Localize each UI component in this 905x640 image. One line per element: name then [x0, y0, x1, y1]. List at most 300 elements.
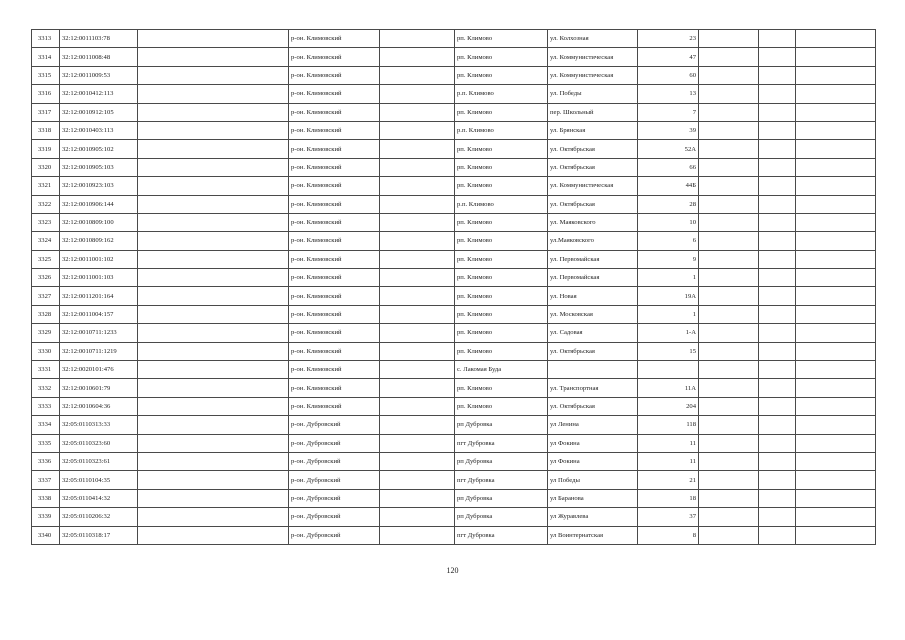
table-row: [32, 397, 876, 415]
cell-house-number: 66: [638, 158, 699, 176]
cell-settlement: рп. Климово: [455, 342, 548, 360]
cell-empty-col-10: [759, 379, 796, 397]
cell-cadastral-number: 32:12:0011001:102: [60, 250, 138, 268]
cell-empty-col-9: [699, 452, 759, 470]
cell-empty-col-10: [759, 287, 796, 305]
cell-row-number: 3338: [32, 489, 60, 507]
table-row: [32, 434, 876, 452]
cell-settlement: пгт Дубровка: [455, 471, 548, 489]
cell-house-number: 118: [638, 416, 699, 434]
cell-empty-col-10: [759, 121, 796, 139]
cell-street: ул. Октябрьская: [548, 397, 638, 415]
cell-cadastral-number: 32:05:0110414:32: [60, 489, 138, 507]
cell-empty-col-11: [796, 508, 876, 526]
cell-empty-col-10: [759, 452, 796, 470]
cell-cadastral-number: 32:05:0110323:61: [60, 452, 138, 470]
table-row: [32, 177, 876, 195]
cell-settlement: рп. Климово: [455, 213, 548, 231]
cell-empty-col-9: [699, 287, 759, 305]
cell-district: р-он. Климовский: [289, 379, 380, 397]
cell-cadastral-number: 32:05:0110318:17: [60, 526, 138, 544]
cell-street: ул. Первомайская: [548, 269, 638, 287]
cell-settlement: рп. Климово: [455, 158, 548, 176]
cell-empty-col-11: [796, 66, 876, 84]
cell-empty-col-3: [138, 471, 289, 489]
table-row: [32, 324, 876, 342]
cell-settlement: рп Дубровка: [455, 489, 548, 507]
cell-empty-col-3: [138, 48, 289, 66]
cell-empty-col-5: [380, 66, 455, 84]
cell-empty-col-3: [138, 452, 289, 470]
cell-empty-col-3: [138, 232, 289, 250]
cell-district: р-он. Климовский: [289, 85, 380, 103]
cell-cadastral-number: 32:05:0110323:60: [60, 434, 138, 452]
cell-empty-col-3: [138, 158, 289, 176]
cell-empty-col-5: [380, 250, 455, 268]
cell-empty-col-9: [699, 342, 759, 360]
cell-empty-col-5: [380, 158, 455, 176]
cell-house-number: 204: [638, 397, 699, 415]
cell-empty-col-5: [380, 324, 455, 342]
cell-settlement: рп. Климово: [455, 232, 548, 250]
cell-house-number: 11: [638, 434, 699, 452]
cell-street: ул. Коммунистическая: [548, 48, 638, 66]
cell-house-number: [638, 361, 699, 379]
cell-settlement: с. Лакомая Буда: [455, 361, 548, 379]
cell-cadastral-number: 32:12:0011103:78: [60, 30, 138, 48]
cell-district: р-он. Климовский: [289, 342, 380, 360]
cell-cadastral-number: 32:12:0010809:100: [60, 213, 138, 231]
cell-house-number: 19А: [638, 287, 699, 305]
cell-empty-col-3: [138, 342, 289, 360]
table-row: [32, 85, 876, 103]
cell-cadastral-number: 32:12:0011008:48: [60, 48, 138, 66]
cell-street: ул. Октябрьская: [548, 158, 638, 176]
cell-empty-col-3: [138, 416, 289, 434]
cell-empty-col-5: [380, 508, 455, 526]
cell-empty-col-9: [699, 361, 759, 379]
cell-empty-col-3: [138, 66, 289, 84]
cell-empty-col-3: [138, 434, 289, 452]
cell-settlement: р.п. Климово: [455, 121, 548, 139]
cell-empty-col-3: [138, 269, 289, 287]
cell-empty-col-3: [138, 103, 289, 121]
table-row: [32, 195, 876, 213]
cell-street: ул Баранова: [548, 489, 638, 507]
cell-empty-col-11: [796, 48, 876, 66]
cell-empty-col-9: [699, 195, 759, 213]
cell-empty-col-3: [138, 140, 289, 158]
cell-empty-col-11: [796, 452, 876, 470]
cell-street: ул. Брянская: [548, 121, 638, 139]
cell-settlement: рп. Климово: [455, 250, 548, 268]
cell-street: ул. Коммунистическая: [548, 66, 638, 84]
cell-cadastral-number: 32:12:0010711:1233: [60, 324, 138, 342]
cell-empty-col-10: [759, 158, 796, 176]
cell-settlement: рп. Климово: [455, 140, 548, 158]
cell-cadastral-number: 32:12:0011001:103: [60, 269, 138, 287]
cell-empty-col-10: [759, 66, 796, 84]
table-row: [32, 342, 876, 360]
cell-house-number: 18: [638, 489, 699, 507]
cell-district: р-он. Климовский: [289, 397, 380, 415]
cell-row-number: 3319: [32, 140, 60, 158]
cell-cadastral-number: 32:12:0011009:53: [60, 66, 138, 84]
cell-row-number: 3323: [32, 213, 60, 231]
cell-district: р-он. Климовский: [289, 30, 380, 48]
cell-row-number: 3318: [32, 121, 60, 139]
cell-row-number: 3330: [32, 342, 60, 360]
cell-empty-col-10: [759, 434, 796, 452]
cell-cadastral-number: 32:12:0011201:164: [60, 287, 138, 305]
cell-cadastral-number: 32:12:0011004:157: [60, 305, 138, 323]
cell-empty-col-5: [380, 269, 455, 287]
cell-empty-col-10: [759, 85, 796, 103]
cell-district: р-он. Дубровский: [289, 489, 380, 507]
cell-empty-col-5: [380, 30, 455, 48]
cell-empty-col-5: [380, 342, 455, 360]
cell-empty-col-3: [138, 526, 289, 544]
cell-empty-col-9: [699, 305, 759, 323]
cell-empty-col-5: [380, 103, 455, 121]
cell-cadastral-number: 32:05:0110104:35: [60, 471, 138, 489]
table-row: [32, 452, 876, 470]
cell-empty-col-3: [138, 324, 289, 342]
cell-empty-col-11: [796, 489, 876, 507]
cell-cadastral-number: 32:12:0010711:1219: [60, 342, 138, 360]
registry-table-body: [32, 30, 876, 545]
table-row: [32, 361, 876, 379]
cell-settlement: рп. Климово: [455, 177, 548, 195]
cell-cadastral-number: 32:12:0020101:476: [60, 361, 138, 379]
cell-cadastral-number: 32:12:0010604:36: [60, 397, 138, 415]
cell-empty-col-10: [759, 195, 796, 213]
cell-house-number: 13: [638, 85, 699, 103]
cell-settlement: рп Дубровка: [455, 508, 548, 526]
cell-empty-col-10: [759, 30, 796, 48]
cell-empty-col-9: [699, 103, 759, 121]
cell-house-number: 15: [638, 342, 699, 360]
table-row: [32, 30, 876, 48]
cell-empty-col-11: [796, 342, 876, 360]
cell-empty-col-5: [380, 195, 455, 213]
cell-settlement: р.п. Климово: [455, 85, 548, 103]
cell-district: р-он. Климовский: [289, 158, 380, 176]
cell-district: р-он. Климовский: [289, 361, 380, 379]
cell-empty-col-5: [380, 140, 455, 158]
cell-empty-col-3: [138, 489, 289, 507]
cell-empty-col-11: [796, 158, 876, 176]
table-row: [32, 526, 876, 544]
cell-row-number: 3314: [32, 48, 60, 66]
cell-house-number: 1: [638, 305, 699, 323]
cell-empty-col-3: [138, 85, 289, 103]
cell-empty-col-5: [380, 121, 455, 139]
cell-street: ул. Московская: [548, 305, 638, 323]
cell-empty-col-11: [796, 526, 876, 544]
cell-house-number: 1-А: [638, 324, 699, 342]
page-number: 120: [446, 566, 459, 575]
cell-empty-col-11: [796, 232, 876, 250]
cell-empty-col-9: [699, 434, 759, 452]
cell-empty-col-3: [138, 361, 289, 379]
cell-empty-col-5: [380, 452, 455, 470]
cell-row-number: 3339: [32, 508, 60, 526]
cell-empty-col-11: [796, 177, 876, 195]
cell-house-number: 7: [638, 103, 699, 121]
cell-street: ул Фокина: [548, 452, 638, 470]
cell-row-number: 3320: [32, 158, 60, 176]
table-row: [32, 287, 876, 305]
cell-empty-col-9: [699, 416, 759, 434]
cell-empty-col-3: [138, 195, 289, 213]
registry-table: [31, 29, 876, 545]
table-row: [32, 416, 876, 434]
cell-empty-col-3: [138, 397, 289, 415]
cell-house-number: 28: [638, 195, 699, 213]
cell-empty-col-11: [796, 103, 876, 121]
cell-row-number: 3331: [32, 361, 60, 379]
cell-empty-col-10: [759, 361, 796, 379]
cell-settlement: рп. Климово: [455, 269, 548, 287]
cell-house-number: 39: [638, 121, 699, 139]
cell-empty-col-5: [380, 213, 455, 231]
cell-empty-col-5: [380, 232, 455, 250]
cell-settlement: пгт Дубровка: [455, 526, 548, 544]
cell-empty-col-9: [699, 177, 759, 195]
cell-empty-col-3: [138, 250, 289, 268]
cell-district: р-он. Климовский: [289, 121, 380, 139]
cell-row-number: 3322: [32, 195, 60, 213]
cell-district: р-он. Климовский: [289, 213, 380, 231]
cell-empty-col-9: [699, 379, 759, 397]
cell-empty-col-3: [138, 508, 289, 526]
cell-row-number: 3340: [32, 526, 60, 544]
cell-empty-col-11: [796, 379, 876, 397]
cell-empty-col-5: [380, 526, 455, 544]
cell-empty-col-3: [138, 305, 289, 323]
cell-house-number: 6: [638, 232, 699, 250]
cell-empty-col-10: [759, 526, 796, 544]
cell-empty-col-11: [796, 416, 876, 434]
cell-settlement: рп. Климово: [455, 305, 548, 323]
table-row: [32, 250, 876, 268]
cell-empty-col-11: [796, 121, 876, 139]
table-row: [32, 48, 876, 66]
cell-empty-col-11: [796, 30, 876, 48]
cell-empty-col-10: [759, 48, 796, 66]
cell-district: р-он. Дубровский: [289, 471, 380, 489]
cell-settlement: рп Дубровка: [455, 452, 548, 470]
cell-empty-col-11: [796, 434, 876, 452]
cell-district: р-он. Климовский: [289, 195, 380, 213]
cell-empty-col-10: [759, 177, 796, 195]
cell-empty-col-5: [380, 397, 455, 415]
cell-empty-col-9: [699, 489, 759, 507]
cell-district: р-он. Дубровский: [289, 434, 380, 452]
cell-house-number: 37: [638, 508, 699, 526]
cell-empty-col-10: [759, 471, 796, 489]
cell-empty-col-9: [699, 324, 759, 342]
cell-house-number: 52А: [638, 140, 699, 158]
table-row: [32, 103, 876, 121]
cell-street: ул. Маяковского: [548, 213, 638, 231]
cell-settlement: рп. Климово: [455, 66, 548, 84]
cell-empty-col-3: [138, 287, 289, 305]
cell-empty-col-5: [380, 489, 455, 507]
cell-street: ул.Маяковского: [548, 232, 638, 250]
cell-cadastral-number: 32:12:0010412:113: [60, 85, 138, 103]
cell-cadastral-number: 32:12:0010905:103: [60, 158, 138, 176]
cell-district: р-он. Климовский: [289, 269, 380, 287]
cell-settlement: р.п. Климово: [455, 195, 548, 213]
cell-district: р-он. Дубровский: [289, 508, 380, 526]
cell-street: ул Журавлева: [548, 508, 638, 526]
cell-house-number: 11А: [638, 379, 699, 397]
table-row: [32, 269, 876, 287]
cell-empty-col-9: [699, 66, 759, 84]
cell-street: ул. Октябрьская: [548, 342, 638, 360]
cell-cadastral-number: 32:12:0010923:103: [60, 177, 138, 195]
cell-row-number: 3334: [32, 416, 60, 434]
cell-row-number: 3321: [32, 177, 60, 195]
cell-house-number: 21: [638, 471, 699, 489]
cell-empty-col-11: [796, 287, 876, 305]
cell-empty-col-9: [699, 48, 759, 66]
cell-empty-col-11: [796, 397, 876, 415]
cell-row-number: 3337: [32, 471, 60, 489]
cell-street: ул Победы: [548, 471, 638, 489]
cell-district: р-он. Климовский: [289, 305, 380, 323]
cell-empty-col-9: [699, 213, 759, 231]
cell-empty-col-5: [380, 416, 455, 434]
cell-settlement: рп. Климово: [455, 324, 548, 342]
cell-street: ул. Первомайская: [548, 250, 638, 268]
cell-cadastral-number: 32:12:0010905:102: [60, 140, 138, 158]
cell-row-number: 3315: [32, 66, 60, 84]
table-row: [32, 66, 876, 84]
cell-street: пер. Школьный: [548, 103, 638, 121]
cell-empty-col-10: [759, 489, 796, 507]
cell-street: ул Фокина: [548, 434, 638, 452]
cell-house-number: 44Б: [638, 177, 699, 195]
cell-settlement: пгт Дубровка: [455, 434, 548, 452]
cell-empty-col-5: [380, 287, 455, 305]
cell-district: р-он. Климовский: [289, 250, 380, 268]
cell-empty-col-5: [380, 85, 455, 103]
cell-cadastral-number: 32:12:0010601:79: [60, 379, 138, 397]
cell-empty-col-3: [138, 379, 289, 397]
cell-empty-col-11: [796, 140, 876, 158]
cell-empty-col-9: [699, 232, 759, 250]
cell-cadastral-number: 32:05:0110313:33: [60, 416, 138, 434]
cell-empty-col-11: [796, 361, 876, 379]
cell-settlement: рп. Климово: [455, 48, 548, 66]
cell-empty-col-10: [759, 324, 796, 342]
table-row: [32, 140, 876, 158]
cell-house-number: 10: [638, 213, 699, 231]
cell-district: р-он. Дубровский: [289, 452, 380, 470]
cell-empty-col-9: [699, 85, 759, 103]
cell-row-number: 3313: [32, 30, 60, 48]
cell-house-number: 60: [638, 66, 699, 84]
table-row: [32, 213, 876, 231]
cell-district: р-он. Климовский: [289, 324, 380, 342]
cell-street: ул Ленина: [548, 416, 638, 434]
cell-empty-col-5: [380, 361, 455, 379]
cell-district: р-он. Климовский: [289, 232, 380, 250]
cell-street: ул. Транспортная: [548, 379, 638, 397]
cell-empty-col-10: [759, 269, 796, 287]
cell-empty-col-11: [796, 471, 876, 489]
cell-district: р-он. Климовский: [289, 103, 380, 121]
cell-row-number: 3328: [32, 305, 60, 323]
cell-empty-col-10: [759, 508, 796, 526]
cell-house-number: 23: [638, 30, 699, 48]
cell-empty-col-3: [138, 213, 289, 231]
cell-settlement: рп. Климово: [455, 30, 548, 48]
cell-row-number: 3335: [32, 434, 60, 452]
cell-street: [548, 361, 638, 379]
cell-row-number: 3326: [32, 269, 60, 287]
table-row: [32, 305, 876, 323]
cell-empty-col-11: [796, 269, 876, 287]
cell-house-number: 1: [638, 269, 699, 287]
cell-empty-col-10: [759, 140, 796, 158]
cell-row-number: 3333: [32, 397, 60, 415]
cell-empty-col-11: [796, 195, 876, 213]
cell-empty-col-10: [759, 232, 796, 250]
cell-empty-col-10: [759, 250, 796, 268]
cell-empty-col-9: [699, 158, 759, 176]
cell-settlement: рп. Климово: [455, 379, 548, 397]
cell-street: ул. Октябрьская: [548, 140, 638, 158]
table-row: [32, 471, 876, 489]
table-row: [32, 158, 876, 176]
cell-row-number: 3325: [32, 250, 60, 268]
table-row: [32, 379, 876, 397]
cell-house-number: 47: [638, 48, 699, 66]
cell-empty-col-10: [759, 305, 796, 323]
cell-empty-col-9: [699, 121, 759, 139]
cell-empty-col-3: [138, 177, 289, 195]
table-row: [32, 508, 876, 526]
cell-empty-col-5: [380, 48, 455, 66]
cell-empty-col-9: [699, 526, 759, 544]
cell-empty-col-10: [759, 103, 796, 121]
cell-empty-col-11: [796, 250, 876, 268]
cell-empty-col-10: [759, 342, 796, 360]
cell-row-number: 3329: [32, 324, 60, 342]
cell-empty-col-9: [699, 30, 759, 48]
cell-row-number: 3316: [32, 85, 60, 103]
cell-cadastral-number: 32:05:0110206:32: [60, 508, 138, 526]
cell-cadastral-number: 32:12:0010809:162: [60, 232, 138, 250]
cell-empty-col-9: [699, 508, 759, 526]
cell-street: ул. Колхозная: [548, 30, 638, 48]
cell-street: ул. Садовая: [548, 324, 638, 342]
cell-settlement: рп. Климово: [455, 287, 548, 305]
cell-empty-col-11: [796, 305, 876, 323]
cell-empty-col-9: [699, 471, 759, 489]
cell-district: р-он. Дубровский: [289, 526, 380, 544]
cell-street: ул. Октябрьская: [548, 195, 638, 213]
table-row: [32, 121, 876, 139]
cell-empty-col-5: [380, 434, 455, 452]
cell-empty-col-9: [699, 269, 759, 287]
cell-settlement: рп. Климово: [455, 397, 548, 415]
cell-district: р-он. Климовский: [289, 140, 380, 158]
